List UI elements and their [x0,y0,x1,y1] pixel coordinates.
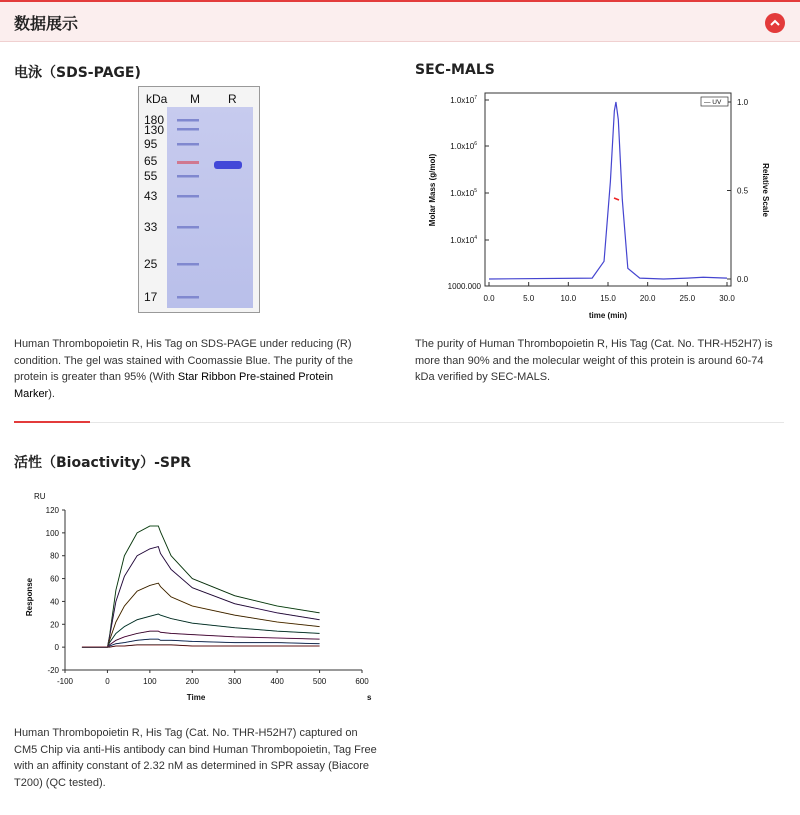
y-tick-label: $1.0x10^6$ [450,141,477,151]
sec-mals-chart [420,86,780,326]
spr-title: 活性（Bioactivity）-SPR [14,455,192,471]
x-tick-label: 300 [228,677,242,686]
marker-label: 25 [144,257,158,271]
spr-x-axis-label: Time [186,693,206,702]
sec-legend: — UV [704,99,722,106]
sec-y2-axis-label: Relative Scale [761,163,770,217]
marker-label: 180 [144,113,165,127]
gel-image [138,86,260,313]
y-tick-label: $1.0x10^4$ [450,235,477,245]
x-tick-label: 0.0 [483,294,495,303]
marker-label: 33 [144,220,158,234]
collapse-button[interactable] [765,13,785,33]
section-divider [14,422,784,423]
sample-band [214,161,242,169]
spr-x-unit: s [367,693,372,702]
y-tick-label: 60 [50,574,59,584]
y-tick-label: 100 [45,528,59,538]
section-divider-accent [14,421,90,423]
gel-lane-m: M [190,92,200,106]
spr-y-unit: RU [34,492,46,501]
y2-tick-label: 0.5 [737,186,749,196]
y-tick-label: 80 [50,551,59,561]
x-tick-label: 500 [312,677,327,686]
y-tick-label: 20 [50,620,59,630]
spr-series-line [82,631,320,647]
y-tick-label: 0 [54,643,59,653]
x-tick-label: 200 [185,677,199,686]
sec-mals-description: The purity of Human Thrombopoietin R, His Tag (Cat. No. THR-H52H7) is more than 90% and the molecular weight of this protein is around 60-74 kDa verified by SEC-MALS. [415,338,773,383]
y2-tick-label: 1.0 [737,98,749,107]
spr-description: Human Thrombopoietin R, His Tag (Cat. No. THR-H52H7) captured on CM5 Chip via anti-His antibody can bind Human Thrombopoietin, Tag Free with an affinity constant of 2.32 nM as determined in SPR assay (Biacore T200) (QC tested). [14,727,377,789]
y-tick-label: $1.0x10^7$ [450,95,477,105]
chevron-up-icon [769,17,781,29]
section-title: 数据展示 [14,14,79,33]
x-tick-label: 30.0 [719,294,735,303]
marker-label: 17 [144,290,158,304]
y-tick-label: 40 [50,597,59,607]
spr-fit-line [82,583,320,647]
x-tick-label: 15.0 [600,294,616,303]
x-tick-label: 0 [105,677,110,686]
sds-page-description: Human Thrombopoietin R, His Tag on SDS-PAGE under reducing (R) condition. The gel was stained with Coomassie Blue. The purity of the protein is greater than 95% (With Star Ribbon Pre-stained Protein Marker). [14,338,353,400]
y-tick-label: 120 [45,506,59,515]
section-header [0,0,800,42]
x-tick-label: 10.0 [560,294,577,303]
spr-fit-line [82,526,320,647]
sec-x-axis-label: time (min) [588,311,628,320]
x-tick-label: 100 [143,677,157,686]
marker-label: 55 [144,169,158,183]
x-tick-label: 600 [355,677,369,686]
x-tick-label: -100 [56,677,74,686]
marker-label: 65 [144,154,158,168]
spr-fit-line [82,645,320,647]
y-tick-label: $1.0x10^5$ [450,188,477,198]
marker-label: 95 [144,137,158,151]
sec-mals-title: SEC-MALS [415,62,495,78]
spr-chart [20,487,385,707]
sds-page-title: 电泳（SDS-PAGE) [14,65,141,81]
x-tick-label: 20.0 [639,294,656,303]
marker-label: 43 [144,189,158,203]
x-tick-label: 25.0 [679,294,696,303]
y-tick-label: -20 [47,666,59,675]
gel-lane-r: R [228,92,237,106]
spr-y-axis-label: Response [25,577,34,617]
spr-series-line [82,526,320,647]
marker-link[interactable]: Star Ribbon Pre-stained Protein Marker [14,371,334,400]
marker-label: 130 [144,123,165,137]
spr-series-line [82,583,320,647]
y2-tick-label: 0.0 [737,275,749,284]
gel-unit-label: kDa [146,92,168,106]
y-tick-label: 1000.000 [447,282,481,291]
x-tick-label: 5.0 [523,294,535,303]
sec-y-axis-label: Molar Mass (g/mol) [428,153,437,227]
x-tick-label: 400 [270,677,284,686]
